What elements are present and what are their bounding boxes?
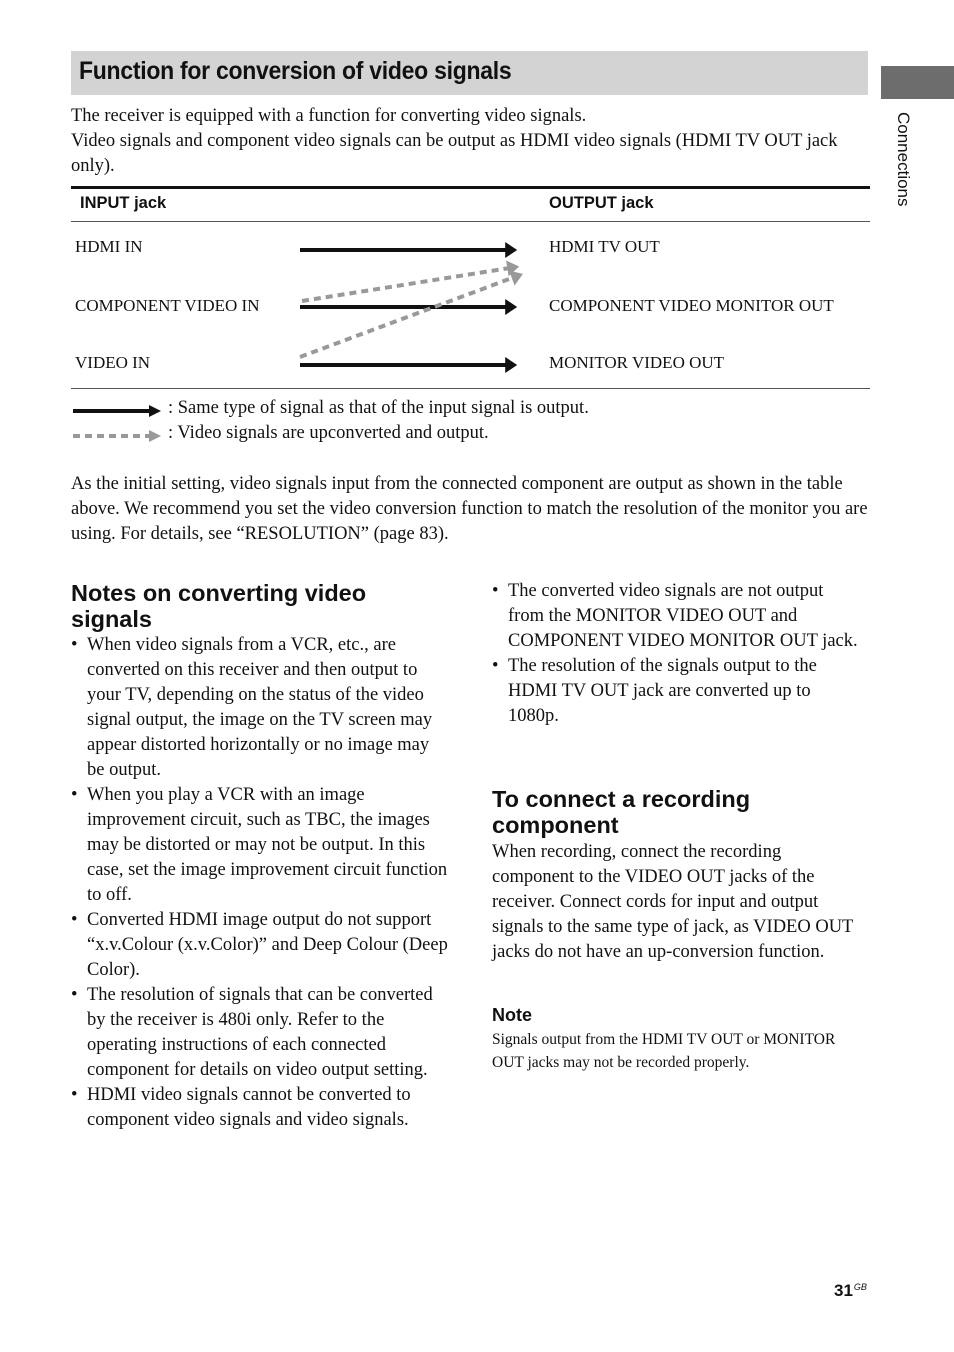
dashed-arrow-icon [71, 427, 163, 445]
table-header-rule [71, 221, 870, 222]
legend-dashed-text: : Video signals are upconverted and output. [168, 423, 489, 443]
notes-list-right [492, 579, 862, 729]
table-top-rule [71, 186, 870, 189]
dashed-arrow-component-to-hdmi [302, 267, 516, 301]
initial-setting-paragraph: As the initial setting, video signals input from the connected component are output as shown in the table above. We recommend you set the video conversion function to match the resolution of the monitor you are using. For details, see “RESOLUTION” (page 83). [71, 474, 868, 544]
list-item: • Converted HDMI image output do not support “x.v.Colour (x.v.Color)” and Deep Colour (Deep Color). [71, 908, 449, 983]
output-component-video-monitor-out: COMPONENT VIDEO MONITOR OUT [549, 296, 834, 315]
chapter-tab [881, 66, 954, 99]
section-title-bar [71, 51, 868, 95]
intro-line-2: Video signals and component video signals can be output as HDMI video signals (HDMI TV OUT jack only). [71, 131, 838, 176]
list-item: • The resolution of signals that can be converted by the receiver is 480i only. Refer to the operating instructions of each connected component for details on video output setting. [71, 983, 449, 1083]
conversion-arrows [290, 225, 540, 385]
output-hdmi-tv-out: HDMI TV OUT [549, 237, 660, 256]
page-number-suffix: GB [853, 1282, 867, 1292]
input-video-in: VIDEO IN [75, 353, 151, 372]
section-title: Function for conversion of video signals [79, 57, 512, 85]
legend-solid-text: : Same type of signal as that of the input signal is output. [168, 398, 589, 418]
intro-line-1: The receiver is equipped with a function for converting video signals. [71, 106, 587, 126]
list-item: • When video signals from a VCR, etc., are converted on this receiver and then output to your TV, depending on the status of the video signal output, the image on the TV screen may appear distorted horizontally or no image may be output. [71, 633, 449, 783]
input-component-video-in: COMPONENT VIDEO IN [75, 296, 260, 315]
intro-text [71, 104, 871, 179]
dashed-arrow-video-to-hdmi [300, 275, 520, 357]
solid-arrow-icon [71, 402, 163, 420]
note-text: Signals output from the HDMI TV OUT or MONITOR OUT jacks may not be recorded properly. [492, 1031, 836, 1071]
output-monitor-video-out: MONITOR VIDEO OUT [549, 353, 725, 372]
input-jack-header: INPUT jack [80, 194, 167, 212]
chapter-label-text: Connections [894, 112, 913, 207]
list-item: • When you play a VCR with an image improvement circuit, such as TBC, the images may be distorted or may not be output. In this case, set the image improvement circuit function to off. [71, 783, 449, 908]
list-item: • The converted video signals are not output from the MONITOR VIDEO OUT and COMPONENT VIDEO MONITOR OUT jack. [492, 579, 862, 654]
recording-text: When recording, connect the recording component to the VIDEO OUT jacks of the receiver. Connect cords for input and output signals to the same type of jack, as VIDEO OUT jacks do not have an up-conversion function. [492, 842, 854, 962]
table-bottom-rule [71, 388, 870, 389]
notes-heading: Notes on converting video signals [71, 580, 367, 632]
input-hdmi-in: HDMI IN [75, 237, 143, 256]
recording-heading: To connect a recording component [492, 786, 751, 838]
page-number-value: 31 [834, 1281, 853, 1300]
notes-list-left [71, 633, 449, 1133]
chapter-label [893, 112, 913, 242]
list-item: • HDMI video signals cannot be converted to component video signals and video signals. [71, 1083, 449, 1133]
output-jack-header: OUTPUT jack [549, 194, 654, 212]
note-heading: Note [492, 1005, 532, 1025]
list-item: • The resolution of the signals output to the HDMI TV OUT jack are converted up to 1080p. [492, 654, 862, 729]
page-number [834, 1281, 867, 1301]
